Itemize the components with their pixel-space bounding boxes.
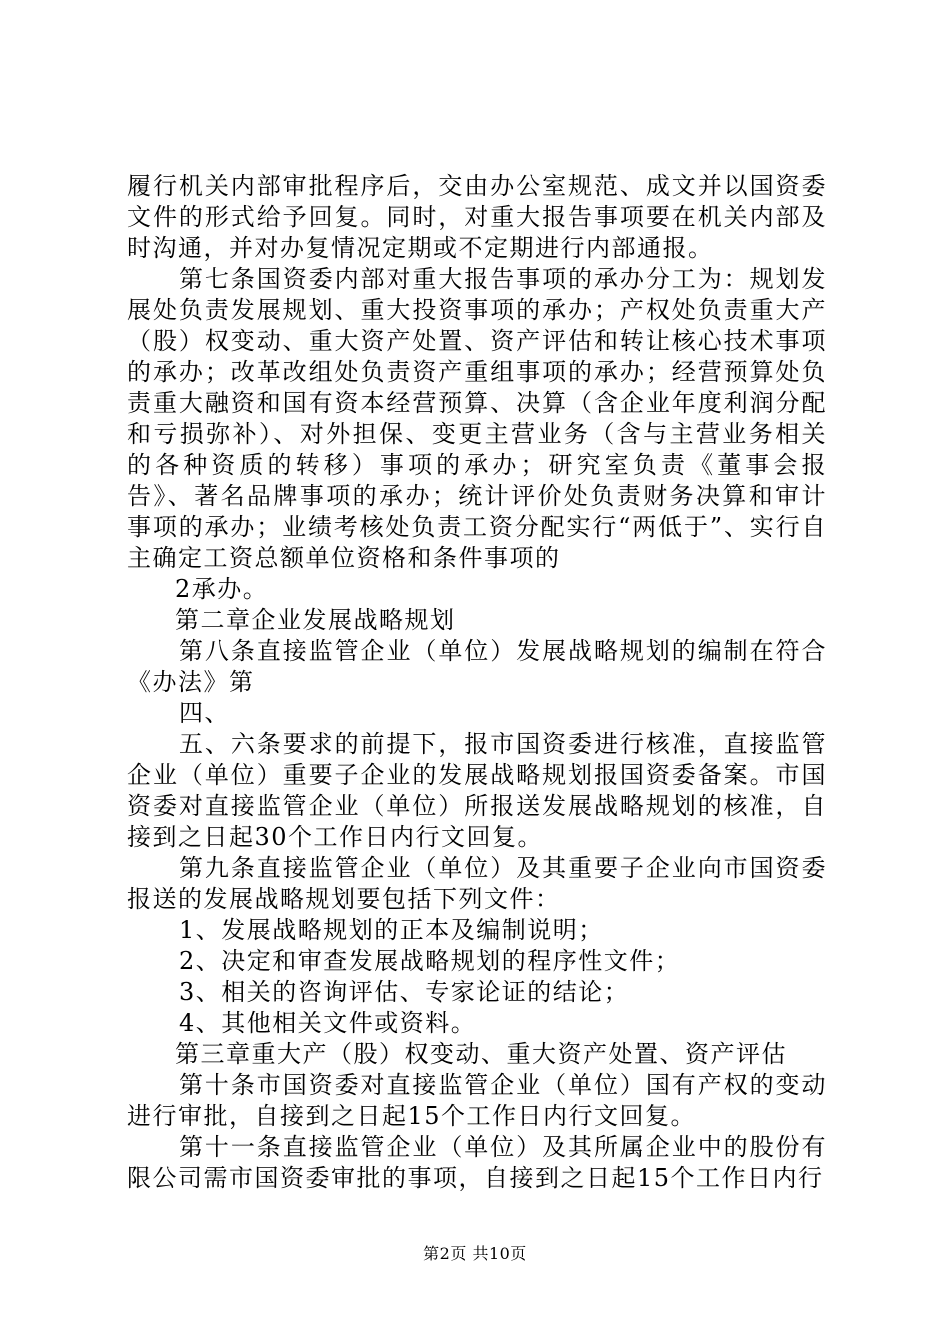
paragraph-article-11: 第十一条直接监管企业（单位）及其所属企业中的股份有限公司需市国资委审批的事项，自接到之日起15个工作日内行 xyxy=(127,1133,827,1192)
chapter-heading-3: 第三章重大产（股）权变动、重大资产处置、资产评估 xyxy=(175,1040,787,1068)
document-body xyxy=(127,171,827,1194)
list-item-2: 2、决定和审查发展战略规划的程序性文件； xyxy=(179,947,681,975)
paragraph-article-8: 第八条直接监管企业（单位）发展战略规划的编制在符合《办法》第 xyxy=(127,637,827,696)
page-number-label: 第2页 共10页 xyxy=(423,1244,527,1263)
list-item-3: 3、相关的咨询评估、专家论证的结论； xyxy=(179,978,630,1006)
paragraph-continuation: 履行机关内部审批程序后，交由办公室规范、成文并以国资委文件的形式给予回复。同时，对重大报告事项要在机关内部及时沟通，并对办复情况定期或不定期进行内部通报。 xyxy=(127,172,827,262)
paragraph-fragment-four: 四、 xyxy=(179,699,230,727)
page-footer xyxy=(0,1244,950,1264)
paragraph-article-8-cont: 五、六条要求的前提下，报市国资委进行核准，直接监管企业（单位）重要子企业的发展战略规划报国资委备案。市国资委对直接监管企业（单位）所报送发展战略规划的核准，自接到之日起30个工作日内行文回复。 xyxy=(127,730,827,851)
list-item-4: 4、其他相关文件或资料。 xyxy=(179,1009,477,1037)
paragraph-fragment: 2承办。 xyxy=(175,575,269,603)
paragraph-article-10: 第十条市国资委对直接监管企业（单位）国有产权的变动进行审批，自接到之日起15个工作日内行文回复。 xyxy=(127,1071,827,1130)
paragraph-article-9: 第九条直接监管企业（单位）及其重要子企业向市国资委报送的发展战略规划要包括下列文件： xyxy=(127,854,827,913)
chapter-heading-2: 第二章企业发展战略规划 xyxy=(175,606,456,634)
list-item-1: 1、发展战略规划的正本及编制说明； xyxy=(179,916,604,944)
paragraph-article-7: 第七条国资委内部对重大报告事项的承办分工为：规划发展处负责发展规划、重大投资事项的承办；产权处负责重大产（股）权变动、重大资产处置、资产评估和转让核心技术事项的承办；改革改组处负责资产重组事项的承办；经营预算处负责重大融资和国有资本经营预算、决算（含企业年度利润分配和亏损弥补）、对外担保、变更主营业务（含与主营业务相关的各种资质的转移）事项的承办；研究室负责《董事会报告》、著名品牌事项的承办；统计评价处负责财务决算和审计事项的承办；业绩考核处负责工资分配实行“两低于”、实行自主确定工资总额单位资格和条件事项的 xyxy=(127,265,827,572)
